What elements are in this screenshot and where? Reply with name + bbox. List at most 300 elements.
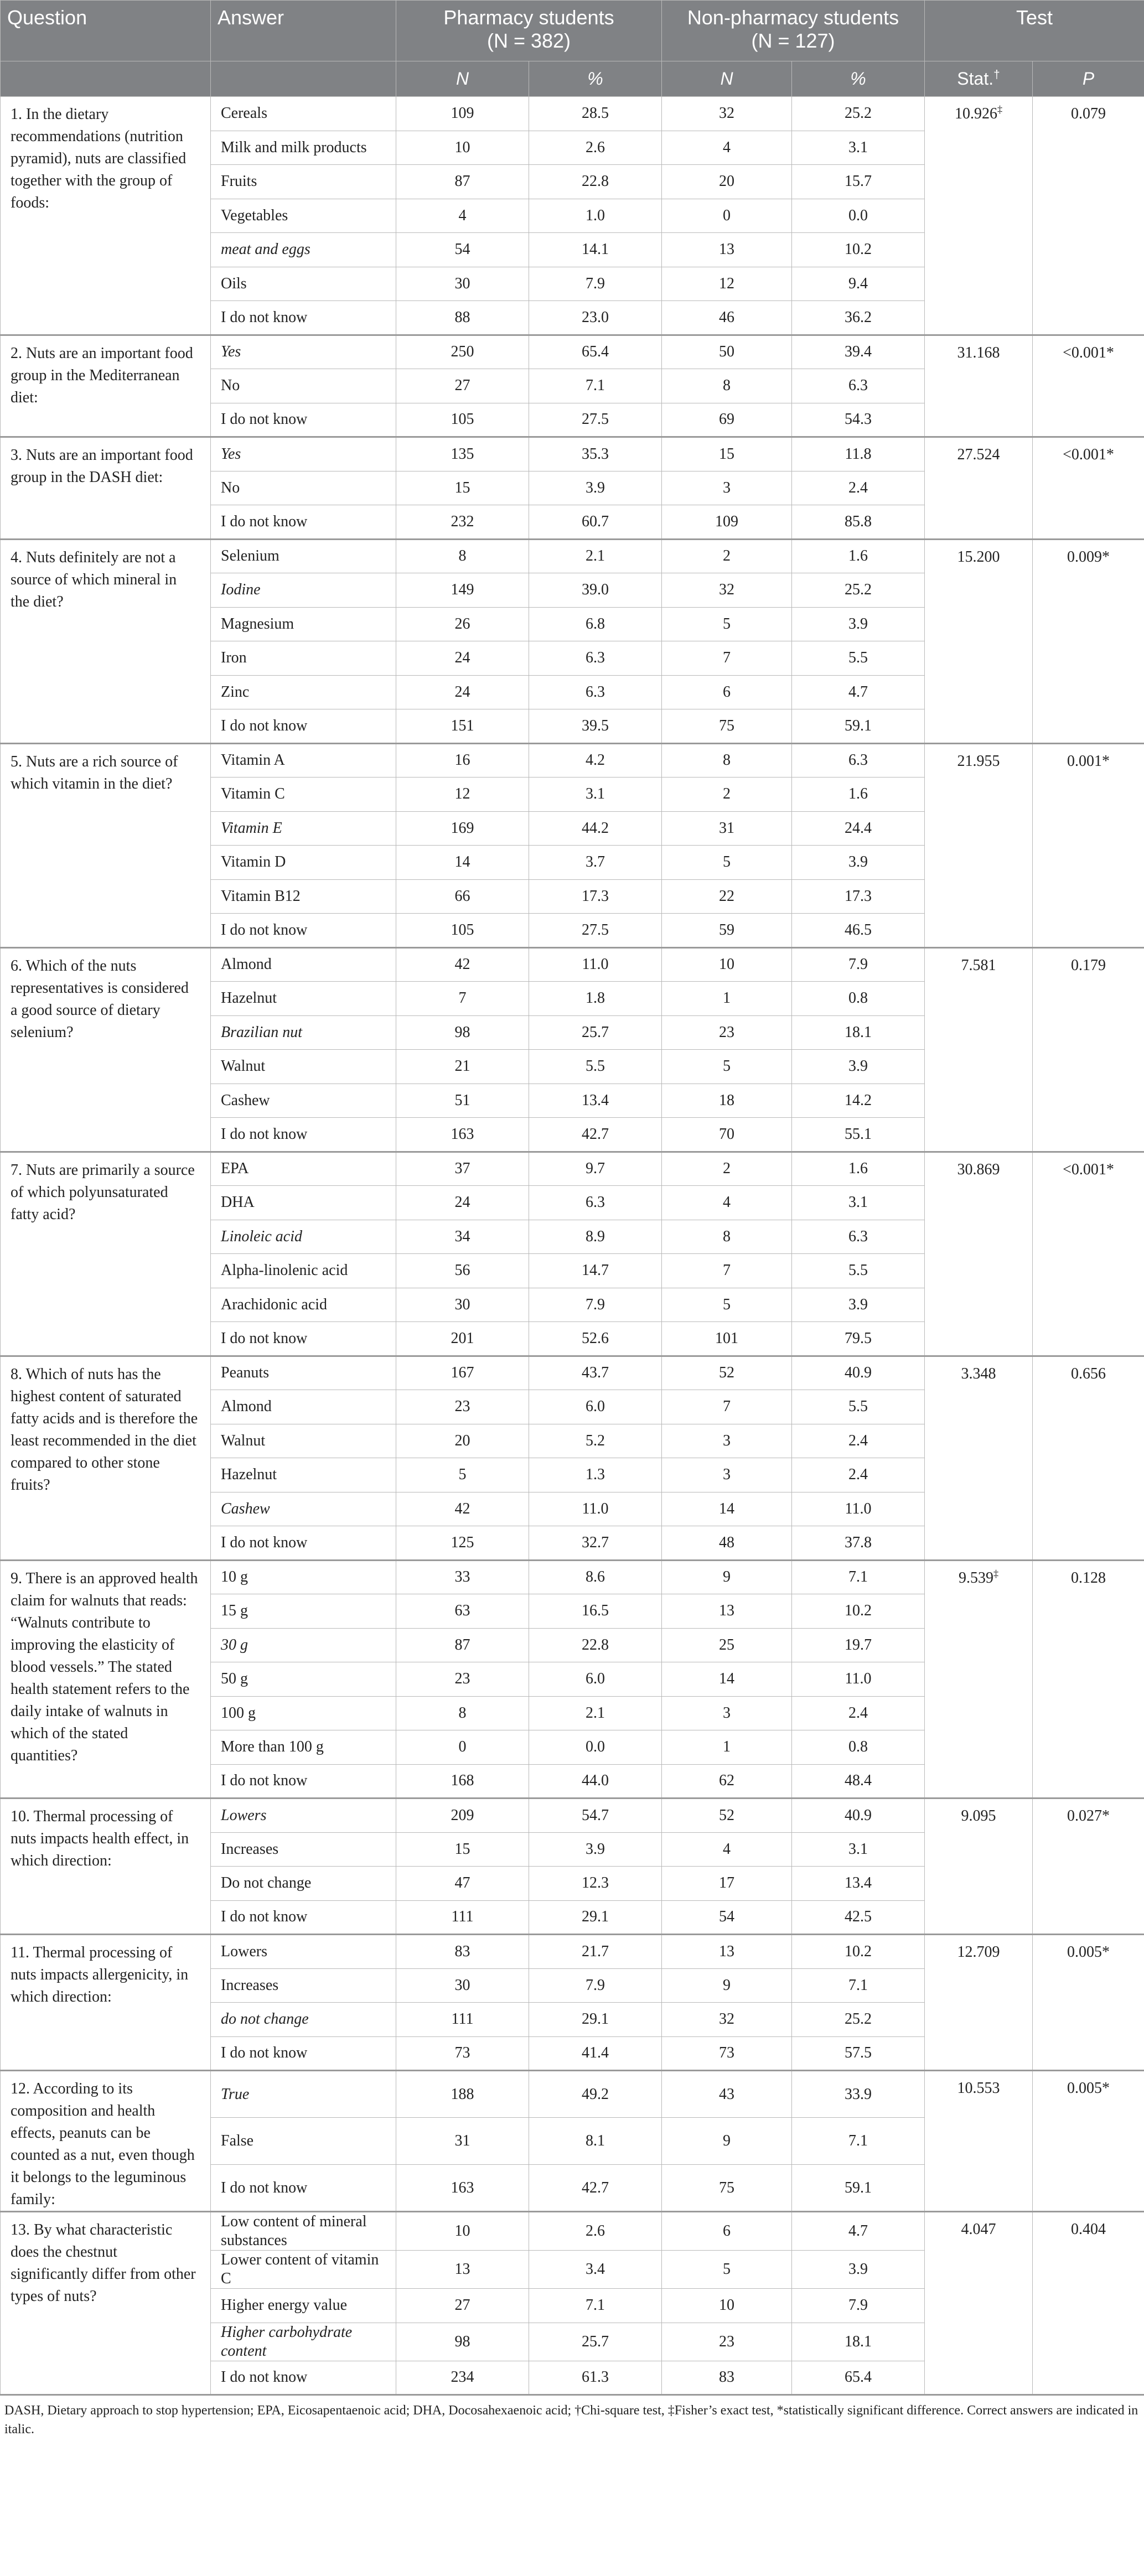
answer-cell: Cereals	[211, 97, 396, 131]
stat-cell	[925, 743, 1033, 947]
pharmacy-n-cell: 188	[396, 2071, 529, 2118]
pharmacy-pct-cell: 25.7	[529, 1015, 662, 1050]
pharmacy-n-cell: 163	[396, 1118, 529, 1152]
pharmacy-n-cell: 167	[396, 1356, 529, 1390]
answer-cell: I do not know	[211, 1900, 396, 1935]
pharmacy-pct-cell: 7.9	[529, 267, 662, 301]
nonpharmacy-n-cell: 14	[662, 1492, 792, 1526]
nonpharmacy-pct-cell: 3.9	[792, 2251, 925, 2289]
pharmacy-pct-cell: 3.4	[529, 2251, 662, 2289]
answer-cell: Vegetables	[211, 199, 396, 233]
pharmacy-n-cell: 7	[396, 982, 529, 1016]
answer-cell: Yes	[211, 437, 396, 471]
pharmacy-pct-cell: 6.3	[529, 641, 662, 676]
pharmacy-n-cell: 109	[396, 97, 529, 131]
answer-cell: Increases	[211, 1832, 396, 1867]
table-header	[1, 1, 1144, 97]
answer-cell: Do not change	[211, 1867, 396, 1901]
p-value-cell: 0.128	[1033, 1560, 1144, 1798]
nonpharmacy-pct-cell: 5.5	[792, 641, 925, 676]
stat-cell	[925, 1798, 1033, 1935]
pharmacy-n-cell: 23	[396, 1662, 529, 1697]
nonpharmacy-pct-cell: 39.4	[792, 335, 925, 369]
answer-cell: Zinc	[211, 675, 396, 709]
nonpharmacy-pct-cell: 57.5	[792, 2036, 925, 2071]
nonpharmacy-pct-cell: 3.9	[792, 1288, 925, 1322]
nonpharmacy-pct-cell: 54.3	[792, 403, 925, 437]
question-cell: 10. Thermal processing of nuts impacts health effect, in which direction:	[1, 1798, 211, 1935]
nonpharmacy-n-cell: 4	[662, 1832, 792, 1867]
pharmacy-pct-cell: 1.3	[529, 1458, 662, 1492]
nonpharmacy-pct-cell: 33.9	[792, 2071, 925, 2118]
stat-value: 7.581	[961, 956, 996, 974]
answer-cell: EPA	[211, 1152, 396, 1186]
nonpharmacy-n-cell: 13	[662, 1594, 792, 1629]
header-stat-col	[925, 61, 1033, 97]
pharmacy-n-cell: 8	[396, 1696, 529, 1730]
question-cell: 9. There is an approved health claim for walnuts that reads: “Walnuts contribute to improving the elasticity of blood vessels.” The stated health statement refers to the daily intake of walnuts in which of the stated quantities?	[1, 1560, 211, 1798]
header-stat-mark: †	[993, 68, 1000, 81]
p-value-cell: <0.001*	[1033, 437, 1144, 540]
nonpharmacy-n-cell: 32	[662, 2003, 792, 2037]
stat-value: 27.524	[957, 446, 1000, 463]
nonpharmacy-pct-cell: 7.1	[792, 2118, 925, 2165]
nonpharmacy-n-cell: 69	[662, 403, 792, 437]
pharmacy-pct-cell: 12.3	[529, 1867, 662, 1901]
answer-cell: I do not know	[211, 301, 396, 335]
p-value-cell: 0.079	[1033, 97, 1144, 335]
answer-cell: Higher carbohydrate content	[211, 2323, 396, 2361]
answer-cell: I do not know	[211, 709, 396, 744]
p-value-cell: <0.001*	[1033, 335, 1144, 437]
nonpharmacy-pct-cell: 7.1	[792, 1968, 925, 2003]
stat-cell	[925, 1560, 1033, 1798]
p-value-cell: 0.009*	[1033, 539, 1144, 743]
pharmacy-n-cell: 168	[396, 1764, 529, 1798]
header-nonpharmacy-label: Non-pharmacy students	[687, 6, 899, 29]
pharmacy-n-cell: 10	[396, 131, 529, 165]
stat-value: 10.926	[954, 105, 997, 122]
pharmacy-pct-cell: 7.9	[529, 1968, 662, 2003]
nonpharmacy-n-cell: 109	[662, 505, 792, 540]
stat-value: 10.553	[957, 2080, 1000, 2097]
nonpharmacy-n-cell: 1	[662, 982, 792, 1016]
header-nonpharmacy-pct-col: %	[792, 61, 925, 97]
answer-cell: Brazilian nut	[211, 1015, 396, 1050]
answer-cell: I do not know	[211, 1118, 396, 1152]
nonpharmacy-n-cell: 10	[662, 2289, 792, 2323]
pharmacy-pct-cell: 6.8	[529, 607, 662, 641]
pharmacy-n-cell: 12	[396, 778, 529, 812]
header-stat-label: Stat.	[957, 69, 994, 89]
pharmacy-n-cell: 47	[396, 1867, 529, 1901]
pharmacy-pct-cell: 44.2	[529, 811, 662, 846]
pharmacy-n-cell: 23	[396, 1390, 529, 1424]
nonpharmacy-pct-cell: 5.5	[792, 1254, 925, 1288]
nonpharmacy-pct-cell: 1.6	[792, 539, 925, 573]
answer-cell: Selenium	[211, 539, 396, 573]
pharmacy-n-cell: 4	[396, 199, 529, 233]
answer-cell: I do not know	[211, 2165, 396, 2212]
pharmacy-n-cell: 54	[396, 233, 529, 267]
answer-cell: No	[211, 471, 396, 505]
pharmacy-n-cell: 87	[396, 165, 529, 199]
table-row	[1, 743, 1144, 778]
pharmacy-n-cell: 42	[396, 1492, 529, 1526]
answer-cell: Fruits	[211, 165, 396, 199]
nonpharmacy-n-cell: 70	[662, 1118, 792, 1152]
nonpharmacy-n-cell: 10	[662, 947, 792, 982]
table-row	[1, 437, 1144, 471]
stat-value: 12.709	[957, 1943, 1000, 1961]
nonpharmacy-pct-cell: 6.3	[792, 369, 925, 403]
pharmacy-n-cell: 201	[396, 1322, 529, 1356]
pharmacy-pct-cell: 6.0	[529, 1662, 662, 1697]
pharmacy-pct-cell: 9.7	[529, 1152, 662, 1186]
nonpharmacy-pct-cell: 10.2	[792, 1594, 925, 1629]
pharmacy-pct-cell: 3.9	[529, 471, 662, 505]
stat-cell	[925, 947, 1033, 1152]
answer-cell: True	[211, 2071, 396, 2118]
pharmacy-pct-cell: 14.1	[529, 233, 662, 267]
nonpharmacy-n-cell: 50	[662, 335, 792, 369]
nonpharmacy-n-cell: 25	[662, 1628, 792, 1662]
answer-cell: Vitamin E	[211, 811, 396, 846]
nonpharmacy-n-cell: 9	[662, 1560, 792, 1594]
pharmacy-pct-cell: 44.0	[529, 1764, 662, 1798]
pharmacy-pct-cell: 1.0	[529, 199, 662, 233]
pharmacy-pct-cell: 4.2	[529, 743, 662, 778]
header-p-col: P	[1033, 61, 1144, 97]
nonpharmacy-pct-cell: 37.8	[792, 1526, 925, 1561]
answer-cell: Cashew	[211, 1492, 396, 1526]
pharmacy-n-cell: 149	[396, 573, 529, 608]
nonpharmacy-n-cell: 7	[662, 641, 792, 676]
nonpharmacy-n-cell: 43	[662, 2071, 792, 2118]
pharmacy-n-cell: 14	[396, 846, 529, 880]
pharmacy-pct-cell: 1.8	[529, 982, 662, 1016]
pharmacy-n-cell: 98	[396, 1015, 529, 1050]
nonpharmacy-n-cell: 13	[662, 1935, 792, 1969]
answer-cell: Almond	[211, 1390, 396, 1424]
nonpharmacy-pct-cell: 2.4	[792, 471, 925, 505]
stat-cell	[925, 1152, 1033, 1356]
header-blank-answer	[211, 61, 396, 97]
stat-value: 31.168	[957, 344, 1000, 361]
pharmacy-pct-cell: 35.3	[529, 437, 662, 471]
question-cell: 3. Nuts are an important food group in the DASH diet:	[1, 437, 211, 540]
nonpharmacy-n-cell: 8	[662, 369, 792, 403]
pharmacy-n-cell: 27	[396, 2289, 529, 2323]
question-cell: 12. According to its composition and health effects, peanuts can be counted as a nut, even though it belongs to the leguminous family:	[1, 2071, 211, 2212]
nonpharmacy-pct-cell: 24.4	[792, 811, 925, 846]
table-body	[1, 97, 1144, 2395]
pharmacy-n-cell: 98	[396, 2323, 529, 2361]
answer-cell: Lower content of vitamin C	[211, 2251, 396, 2289]
nonpharmacy-n-cell: 62	[662, 1764, 792, 1798]
nonpharmacy-n-cell: 5	[662, 1288, 792, 1322]
answer-cell: 30 g	[211, 1628, 396, 1662]
p-value-cell: 0.005*	[1033, 2071, 1144, 2212]
pharmacy-n-cell: 66	[396, 879, 529, 914]
pharmacy-n-cell: 30	[396, 267, 529, 301]
pharmacy-n-cell: 87	[396, 1628, 529, 1662]
pharmacy-n-cell: 16	[396, 743, 529, 778]
nonpharmacy-pct-cell: 11.0	[792, 1662, 925, 1697]
pharmacy-pct-cell: 28.5	[529, 97, 662, 131]
nonpharmacy-pct-cell: 48.4	[792, 1764, 925, 1798]
answer-cell: Vitamin B12	[211, 879, 396, 914]
nonpharmacy-n-cell: 6	[662, 675, 792, 709]
question-cell: 1. In the dietary recommendations (nutrition pyramid), nuts are classified together with the group of foods:	[1, 97, 211, 335]
answer-cell: Cashew	[211, 1084, 396, 1118]
answer-cell: Milk and milk products	[211, 131, 396, 165]
nonpharmacy-pct-cell: 6.3	[792, 743, 925, 778]
nonpharmacy-n-cell: 4	[662, 131, 792, 165]
pharmacy-n-cell: 8	[396, 539, 529, 573]
pharmacy-pct-cell: 2.6	[529, 2212, 662, 2251]
nonpharmacy-pct-cell: 3.9	[792, 1050, 925, 1084]
header-pharmacy-group	[396, 1, 662, 61]
nonpharmacy-pct-cell: 85.8	[792, 505, 925, 540]
pharmacy-pct-cell: 6.3	[529, 1186, 662, 1220]
pharmacy-n-cell: 15	[396, 471, 529, 505]
stat-cell	[925, 437, 1033, 540]
nonpharmacy-n-cell: 3	[662, 471, 792, 505]
stat-value: 9.539	[958, 1569, 993, 1587]
pharmacy-pct-cell: 42.7	[529, 1118, 662, 1152]
answer-cell: Alpha-linolenic acid	[211, 1254, 396, 1288]
pharmacy-n-cell: 33	[396, 1560, 529, 1594]
nonpharmacy-pct-cell: 2.4	[792, 1458, 925, 1492]
nonpharmacy-pct-cell: 6.3	[792, 1220, 925, 1254]
pharmacy-n-cell: 27	[396, 369, 529, 403]
nonpharmacy-pct-cell: 0.8	[792, 1730, 925, 1765]
table-row	[1, 1935, 1144, 1969]
header-pharmacy-pct-col: %	[529, 61, 662, 97]
nonpharmacy-pct-cell: 1.6	[792, 1152, 925, 1186]
pharmacy-n-cell: 73	[396, 2036, 529, 2071]
pharmacy-n-cell: 125	[396, 1526, 529, 1561]
answer-cell: Oils	[211, 267, 396, 301]
pharmacy-n-cell: 5	[396, 1458, 529, 1492]
pharmacy-pct-cell: 32.7	[529, 1526, 662, 1561]
answer-cell: 50 g	[211, 1662, 396, 1697]
pharmacy-n-cell: 24	[396, 1186, 529, 1220]
header-pharmacy-label: Pharmacy students	[443, 6, 614, 29]
pharmacy-n-cell: 10	[396, 2212, 529, 2251]
nonpharmacy-n-cell: 20	[662, 165, 792, 199]
table-row	[1, 1152, 1144, 1186]
question-cell: 4. Nuts definitely are not a source of which mineral in the diet?	[1, 539, 211, 743]
pharmacy-n-cell: 31	[396, 2118, 529, 2165]
pharmacy-pct-cell: 8.9	[529, 1220, 662, 1254]
header-nonpharmacy-n: (N = 127)	[751, 29, 835, 52]
nonpharmacy-n-cell: 6	[662, 2212, 792, 2251]
pharmacy-pct-cell: 41.4	[529, 2036, 662, 2071]
table-row	[1, 947, 1144, 982]
nonpharmacy-n-cell: 4	[662, 1186, 792, 1220]
pharmacy-n-cell: 21	[396, 1050, 529, 1084]
pharmacy-pct-cell: 7.9	[529, 1288, 662, 1322]
table-row	[1, 1798, 1144, 1833]
nonpharmacy-n-cell: 3	[662, 1458, 792, 1492]
nonpharmacy-n-cell: 59	[662, 914, 792, 948]
p-value-cell: 0.005*	[1033, 1935, 1144, 2071]
table-row	[1, 539, 1144, 573]
pharmacy-pct-cell: 29.1	[529, 1900, 662, 1935]
header-question: Question	[1, 1, 211, 61]
answer-cell: Iodine	[211, 573, 396, 608]
nonpharmacy-pct-cell: 3.9	[792, 846, 925, 880]
pharmacy-pct-cell: 8.6	[529, 1560, 662, 1594]
pharmacy-pct-cell: 17.3	[529, 879, 662, 914]
nonpharmacy-n-cell: 52	[662, 1356, 792, 1390]
nonpharmacy-n-cell: 8	[662, 743, 792, 778]
pharmacy-pct-cell: 5.2	[529, 1424, 662, 1458]
pharmacy-n-cell: 105	[396, 914, 529, 948]
pharmacy-pct-cell: 0.0	[529, 1730, 662, 1765]
nonpharmacy-pct-cell: 11.0	[792, 1492, 925, 1526]
pharmacy-pct-cell: 25.7	[529, 2323, 662, 2361]
stat-cell	[925, 1356, 1033, 1560]
p-value-cell: 0.027*	[1033, 1798, 1144, 1935]
table-row	[1, 2212, 1144, 2251]
pharmacy-pct-cell: 42.7	[529, 2165, 662, 2212]
nonpharmacy-pct-cell: 40.9	[792, 1798, 925, 1833]
nonpharmacy-pct-cell: 40.9	[792, 1356, 925, 1390]
answer-cell: Almond	[211, 947, 396, 982]
pharmacy-pct-cell: 21.7	[529, 1935, 662, 1969]
pharmacy-pct-cell: 14.7	[529, 1254, 662, 1288]
question-cell: 2. Nuts are an important food group in the Mediterranean diet:	[1, 335, 211, 437]
pharmacy-pct-cell: 27.5	[529, 914, 662, 948]
nonpharmacy-n-cell: 9	[662, 2118, 792, 2165]
nonpharmacy-n-cell: 5	[662, 607, 792, 641]
pharmacy-pct-cell: 7.1	[529, 369, 662, 403]
question-cell: 6. Which of the nuts representatives is considered a good source of dietary selenium?	[1, 947, 211, 1152]
nonpharmacy-pct-cell: 42.5	[792, 1900, 925, 1935]
nonpharmacy-n-cell: 5	[662, 2251, 792, 2289]
table-footnote: DASH, Dietary approach to stop hypertension; EPA, Eicosapentaenoic acid; DHA, Docosahexaenoic acid; †Chi-square test, ‡Fisher’s exact test, *statistically significant difference. Correct answers are indicated in italic.	[4, 2403, 1138, 2437]
pharmacy-pct-cell: 2.6	[529, 131, 662, 165]
pharmacy-pct-cell: 49.2	[529, 2071, 662, 2118]
nonpharmacy-pct-cell: 59.1	[792, 2165, 925, 2212]
pharmacy-n-cell: 111	[396, 2003, 529, 2037]
pharmacy-n-cell: 30	[396, 1288, 529, 1322]
pharmacy-pct-cell: 22.8	[529, 165, 662, 199]
nonpharmacy-n-cell: 8	[662, 1220, 792, 1254]
answer-cell: Walnut	[211, 1050, 396, 1084]
pharmacy-n-cell: 250	[396, 335, 529, 369]
nonpharmacy-pct-cell: 25.2	[792, 573, 925, 608]
answer-cell: I do not know	[211, 1322, 396, 1356]
pharmacy-pct-cell: 61.3	[529, 2361, 662, 2395]
pharmacy-pct-cell: 52.6	[529, 1322, 662, 1356]
pharmacy-n-cell: 26	[396, 607, 529, 641]
pharmacy-n-cell: 24	[396, 641, 529, 676]
nonpharmacy-pct-cell: 11.8	[792, 437, 925, 471]
pharmacy-n-cell: 63	[396, 1594, 529, 1629]
answer-cell: Linoleic acid	[211, 1220, 396, 1254]
pharmacy-pct-cell: 22.8	[529, 1628, 662, 1662]
answer-cell: Higher energy value	[211, 2289, 396, 2323]
nonpharmacy-n-cell: 1	[662, 1730, 792, 1765]
header-answer: Answer	[211, 1, 396, 61]
answer-cell: No	[211, 369, 396, 403]
pharmacy-pct-cell: 60.7	[529, 505, 662, 540]
nonpharmacy-n-cell: 13	[662, 233, 792, 267]
answer-cell: I do not know	[211, 2036, 396, 2071]
answer-cell: Yes	[211, 335, 396, 369]
nonpharmacy-pct-cell: 15.7	[792, 165, 925, 199]
nonpharmacy-pct-cell: 55.1	[792, 1118, 925, 1152]
table-row	[1, 1356, 1144, 1390]
nonpharmacy-pct-cell: 25.2	[792, 2003, 925, 2037]
answer-cell: Vitamin D	[211, 846, 396, 880]
nonpharmacy-n-cell: 73	[662, 2036, 792, 2071]
nonpharmacy-n-cell: 31	[662, 811, 792, 846]
pharmacy-n-cell: 56	[396, 1254, 529, 1288]
header-nonpharmacy-group	[662, 1, 925, 61]
nonpharmacy-n-cell: 0	[662, 199, 792, 233]
pharmacy-n-cell: 88	[396, 301, 529, 335]
pharmacy-pct-cell: 65.4	[529, 335, 662, 369]
nonpharmacy-n-cell: 101	[662, 1322, 792, 1356]
pharmacy-pct-cell: 54.7	[529, 1798, 662, 1833]
pharmacy-pct-cell: 29.1	[529, 2003, 662, 2037]
nonpharmacy-pct-cell: 4.7	[792, 675, 925, 709]
p-value-cell: 0.179	[1033, 947, 1144, 1152]
answer-cell: I do not know	[211, 1764, 396, 1798]
nonpharmacy-n-cell: 52	[662, 1798, 792, 1833]
pharmacy-pct-cell: 11.0	[529, 947, 662, 982]
pharmacy-n-cell: 111	[396, 1900, 529, 1935]
pharmacy-n-cell: 163	[396, 2165, 529, 2212]
nonpharmacy-n-cell: 23	[662, 1015, 792, 1050]
stat-value: 4.047	[961, 2221, 996, 2238]
nonpharmacy-pct-cell: 10.2	[792, 233, 925, 267]
pharmacy-n-cell: 37	[396, 1152, 529, 1186]
nonpharmacy-pct-cell: 0.0	[792, 199, 925, 233]
nonpharmacy-n-cell: 7	[662, 1390, 792, 1424]
nonpharmacy-n-cell: 9	[662, 1968, 792, 2003]
stat-value: 9.095	[961, 1807, 996, 1825]
question-cell: 8. Which of nuts has the highest content of saturated fatty acids and is therefore the least recommended in the diet compared to other stone fruits?	[1, 1356, 211, 1560]
pharmacy-n-cell: 105	[396, 403, 529, 437]
table-row	[1, 97, 1144, 131]
answer-cell: Lowers	[211, 1798, 396, 1833]
nonpharmacy-n-cell: 32	[662, 97, 792, 131]
nonpharmacy-pct-cell: 7.1	[792, 1560, 925, 1594]
nonpharmacy-pct-cell: 19.7	[792, 1628, 925, 1662]
p-value-cell: 0.001*	[1033, 743, 1144, 947]
answer-cell: Walnut	[211, 1424, 396, 1458]
pharmacy-pct-cell: 16.5	[529, 1594, 662, 1629]
pharmacy-n-cell: 151	[396, 709, 529, 744]
answer-cell: Magnesium	[211, 607, 396, 641]
nonpharmacy-n-cell: 15	[662, 437, 792, 471]
answer-cell: I do not know	[211, 403, 396, 437]
nonpharmacy-n-cell: 75	[662, 709, 792, 744]
pharmacy-pct-cell: 2.1	[529, 1696, 662, 1730]
pharmacy-n-cell: 232	[396, 505, 529, 540]
nonpharmacy-pct-cell: 25.2	[792, 97, 925, 131]
answer-cell: More than 100 g	[211, 1730, 396, 1765]
nonpharmacy-pct-cell: 18.1	[792, 2323, 925, 2361]
nonpharmacy-n-cell: 18	[662, 1084, 792, 1118]
nonpharmacy-n-cell: 17	[662, 1867, 792, 1901]
